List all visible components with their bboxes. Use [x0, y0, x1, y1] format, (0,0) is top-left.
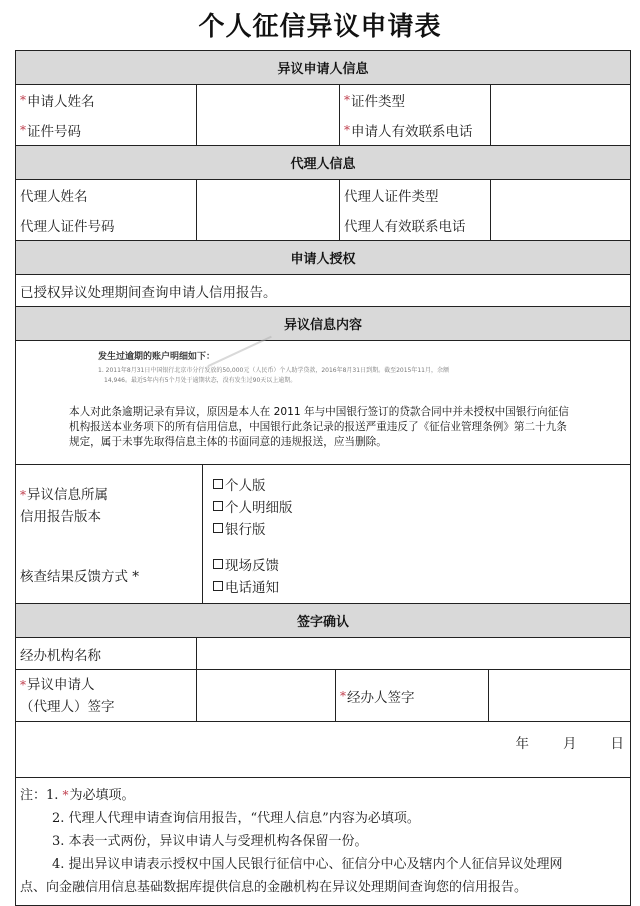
- signature-row: [16, 670, 630, 722]
- note-3: 3. 本表一式两份，异议申请人与受理机构各保留一份。: [52, 834, 368, 849]
- checkbox[interactable]: [213, 559, 223, 569]
- label-report-version: *异议信息所属 信用报告版本: [20, 487, 108, 525]
- note-4-line-2: 点、向金融信用信息基础数据库提供信息的金融机构在异议处理期间查询您的信用报告。: [20, 880, 528, 895]
- dispute-statement: 本人对此条逾期记录有异议，原因是本人在 2011 年与中国银行签订的贷款合同中并未授权中国银行向征信机构报送本业务项下的所有信用信息，中国银行此条记录的报送严重违反了《征信业管理条例》第二十九条规定，属于未事先取得信息主体的书面同意的违规报送，应当删除。: [69, 406, 569, 448]
- label-applicant-phone: * 申请人有效联系电话: [344, 123, 473, 140]
- report-version-feedback-row: [16, 465, 630, 604]
- date-day[interactable]: 日: [610, 736, 624, 752]
- option-personal-version[interactable]: 个人版: [213, 473, 626, 495]
- institution-name-input[interactable]: [197, 638, 630, 669]
- institution-row: [16, 638, 630, 670]
- label-applicant-signature: *异议申请人 （代理人）签字: [16, 670, 197, 721]
- label-handler-signature: * 经办人签字: [336, 670, 489, 721]
- checkbox[interactable]: [213, 501, 223, 511]
- label-institution-name: 经办机构名称: [16, 638, 197, 669]
- required-mark: *: [344, 123, 350, 137]
- checkbox[interactable]: [213, 523, 223, 533]
- required-mark: *: [344, 93, 350, 107]
- embedded-report-line: 1. 2011年8月31日中国银行北京市分行发放的50,000元（人民币）个人助学贷款，2016年8月31日到期。截至2015年11月，余额: [98, 367, 449, 374]
- authorization-row: [16, 275, 630, 307]
- section-header-authorization: [16, 241, 630, 275]
- label-agent-name: 代理人姓名: [20, 189, 88, 205]
- option-bank-version[interactable]: 银行版: [213, 517, 626, 539]
- section-header-signature: [16, 604, 630, 638]
- embedded-report-line: 14,946。最近5年内有5个月处于逾期状态，没有发生过90天以上逾期。: [104, 377, 297, 384]
- handler-signature-input[interactable]: [489, 670, 630, 721]
- date-row: [16, 722, 630, 778]
- checkbox[interactable]: [213, 581, 223, 591]
- authorization-text: 已授权异议处理期间查询申请人信用报告。: [20, 284, 277, 301]
- date-month[interactable]: 月: [563, 736, 577, 752]
- applicant-info-rows: [16, 85, 630, 146]
- date-fields: [516, 732, 625, 752]
- applicant-signature-input[interactable]: [197, 670, 336, 721]
- note-1: 注：1. *为必填项。: [20, 788, 135, 803]
- required-mark: *: [20, 123, 26, 137]
- notes: [16, 778, 630, 905]
- dispute-application-form: [15, 50, 631, 906]
- note-4-line-1: 4. 提出异议申请表示授权中国人民银行征信中心、征信分中心及辖内个人征信异议处理网: [52, 857, 563, 872]
- dispute-content-row: [16, 341, 630, 465]
- date-year[interactable]: 年: [515, 736, 529, 752]
- required-mark: *: [20, 677, 26, 692]
- section-title: 异议申请人信息: [277, 62, 369, 77]
- required-mark: *: [62, 788, 69, 802]
- option-personal-detail-version[interactable]: 个人明细版: [213, 495, 626, 517]
- label-agent-id-number: 代理人证件号码: [20, 219, 115, 235]
- section-title: 签字确认: [296, 615, 349, 630]
- label-agent-phone: 代理人有效联系电话: [344, 219, 466, 235]
- section-title: 代理人信息: [290, 157, 356, 172]
- note-2: 2. 代理人代理申请查询信用报告，“代理人信息”内容为必填项。: [52, 811, 420, 826]
- form-title: 个人征信异议申请表: [198, 12, 442, 42]
- feedback-method-options: [207, 547, 626, 603]
- embedded-report-title: 发生过逾期的账户明细如下：: [98, 352, 216, 362]
- notes-row: [16, 778, 630, 905]
- required-mark: *: [20, 488, 26, 502]
- section-header-agent: [16, 146, 630, 180]
- watermark: [208, 336, 285, 395]
- option-onsite-feedback[interactable]: 现场反馈: [213, 553, 626, 575]
- agent-idtype-phone-input[interactable]: [491, 180, 630, 240]
- applicant-name-id-input[interactable]: [197, 85, 340, 145]
- label-applicant-id-number: * 证件号码: [20, 123, 81, 140]
- checkbox[interactable]: [213, 479, 223, 489]
- label-applicant-name: * 申请人姓名: [20, 93, 95, 110]
- section-title: 异议信息内容: [283, 318, 362, 333]
- label-feedback-method: 核查结果反馈方式 *: [20, 569, 140, 585]
- section-header-applicant: [16, 51, 630, 85]
- applicant-idtype-phone-input[interactable]: [491, 85, 630, 145]
- required-mark: *: [20, 93, 26, 107]
- section-header-dispute: [16, 307, 630, 341]
- label-agent-id-type: 代理人证件类型: [344, 189, 439, 205]
- option-phone-notification[interactable]: 电话通知: [213, 575, 626, 597]
- label-applicant-id-type: * 证件类型: [344, 93, 405, 110]
- required-mark: *: [340, 688, 346, 703]
- agent-name-id-input[interactable]: [197, 180, 340, 240]
- dispute-content-area[interactable]: [16, 341, 630, 464]
- section-title: 申请人授权: [290, 252, 356, 267]
- agent-info-rows: [16, 180, 630, 241]
- report-version-options: [207, 465, 626, 547]
